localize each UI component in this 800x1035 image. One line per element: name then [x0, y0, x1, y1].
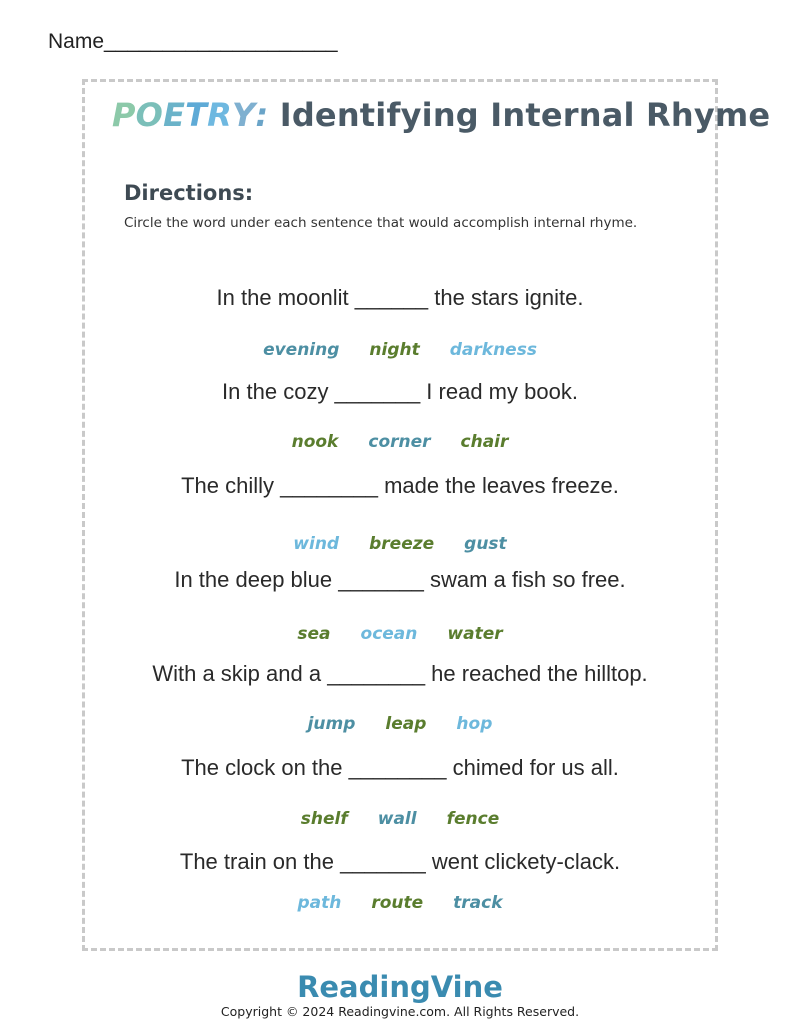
answer-options: [82, 534, 718, 554]
answer-option-nook[interactable]: nook: [291, 432, 339, 452]
question-sentence: In the moonlit ______ the stars ignite.: [216, 285, 584, 310]
directions-heading: Directions:: [124, 181, 254, 205]
copyright-notice: Copyright © 2024 Readingvine.com. All Rights Reserved.: [220, 1004, 580, 1019]
logo-vine: Vine: [430, 970, 503, 1004]
title-letter: E: [163, 96, 186, 134]
answer-option-chair[interactable]: chair: [460, 432, 509, 452]
title-poetry-word: [112, 96, 268, 134]
answer-option-hop[interactable]: hop: [456, 714, 493, 734]
question-sentence: With a skip and a ________ he reached the hilltop.: [152, 661, 648, 686]
answer-options: [82, 809, 718, 829]
answer-option-track[interactable]: track: [453, 893, 503, 913]
title-subject: Identifying Internal Rhyme: [268, 96, 771, 134]
question-sentence: In the deep blue _______ swam a fish so free.: [174, 567, 626, 592]
answer-option-jump[interactable]: jump: [307, 714, 356, 734]
answer-options: [82, 432, 718, 452]
title-letter: Y: [232, 96, 256, 134]
question-sentence: The clock on the ________ chimed for us all.: [181, 755, 619, 780]
answer-options: [82, 624, 718, 644]
worksheet-title: [112, 96, 770, 134]
title-letter: T: [185, 96, 208, 134]
answer-option-darkness[interactable]: darkness: [449, 340, 537, 360]
name-field-label: Name____________________: [48, 30, 338, 53]
answer-option-evening[interactable]: evening: [263, 340, 340, 360]
title-letter: P: [112, 96, 136, 134]
answer-option-shelf[interactable]: shelf: [300, 809, 348, 829]
readingvine-logo: [0, 970, 800, 1004]
directions-text: Circle the word under each sentence that would accomplish internal rhyme.: [124, 215, 638, 231]
answer-option-wind[interactable]: wind: [293, 534, 340, 554]
answer-option-route[interactable]: route: [371, 893, 424, 913]
answer-option-wall[interactable]: wall: [377, 809, 417, 829]
answer-option-ocean[interactable]: ocean: [360, 624, 418, 644]
title-letter: R: [207, 96, 232, 134]
answer-option-gust[interactable]: gust: [464, 534, 507, 554]
answer-option-fence[interactable]: fence: [446, 809, 500, 829]
answer-options: [82, 340, 718, 360]
answer-option-path[interactable]: path: [297, 893, 342, 913]
answer-option-night[interactable]: night: [369, 340, 420, 360]
answer-option-breeze[interactable]: breeze: [369, 534, 435, 554]
title-letter: O: [135, 96, 164, 134]
answer-options: [82, 714, 718, 734]
question-sentence: In the cozy _______ I read my book.: [222, 379, 578, 404]
answer-options: [82, 893, 718, 913]
logo-reading: Reading: [297, 970, 431, 1004]
title-letter: :: [255, 96, 269, 134]
answer-option-corner[interactable]: corner: [368, 432, 431, 452]
answer-option-sea[interactable]: sea: [297, 624, 331, 644]
answer-option-leap[interactable]: leap: [385, 714, 427, 734]
question-sentence: The chilly ________ made the leaves freeze.: [181, 473, 619, 498]
question-sentence: The train on the _______ went clickety-clack.: [179, 849, 621, 874]
answer-option-water[interactable]: water: [447, 624, 503, 644]
